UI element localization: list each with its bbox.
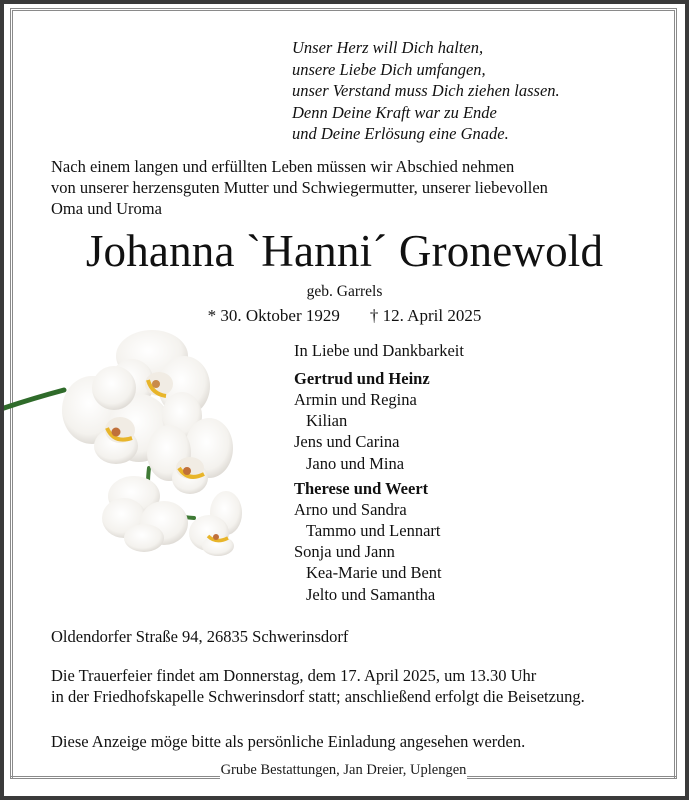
family-member: Tammo und Lennart	[306, 521, 441, 541]
orchid-stem	[4, 390, 64, 408]
orchid-flower	[102, 476, 188, 552]
family-member: Jens und Carina	[294, 432, 400, 452]
birth-name: geb. Garrels	[306, 283, 383, 300]
family-head: Therese und Weert	[294, 478, 429, 498]
family-head: Gertrud und Heinz	[294, 369, 430, 388]
intro-line: Oma und Uroma	[51, 199, 162, 218]
family-member: Armin und Regina	[294, 390, 417, 409]
family-member: Jelto und Samantha	[306, 584, 436, 604]
invitation-note: Diese Anzeige möge bitte als persönliche Einladung angesehen werden.	[51, 732, 526, 751]
life-dates	[0, 305, 689, 327]
poem	[292, 37, 560, 145]
poem-line: Denn Deine Kraft war zu Ende	[292, 102, 497, 122]
address: Oldendorfer Straße 94, 26835 Schwerinsdorf	[51, 627, 349, 646]
family-member: Jano und Mina	[306, 453, 405, 473]
family-member: Arno und Sandra	[294, 499, 407, 519]
orchid-image	[4, 328, 244, 558]
birth-date: * 30. Oktober 1929	[207, 306, 340, 325]
funeral-service-info	[51, 665, 585, 707]
death-date: † 12. April 2025	[369, 306, 482, 325]
border-line-left	[10, 776, 220, 779]
intro-text	[51, 156, 548, 219]
deceased-name: Johanna `Hanni´ Gronewold	[85, 226, 604, 276]
family-member: Kea-Marie und Bent	[306, 563, 442, 583]
border-line-right	[467, 776, 677, 779]
family-group	[294, 368, 464, 474]
service-line: in der Friedhofskapelle Schwerinsdorf statt; anschließend erfolgt die Beisetzung.	[51, 687, 585, 706]
orchid-flower	[189, 491, 242, 556]
family-member: Kilian	[306, 411, 348, 431]
intro-line: Nach einem langen und erfüllten Leben müssen wir Abschied nehmen	[51, 157, 515, 176]
poem-line: und Deine Erlösung eine Gnade.	[292, 124, 509, 143]
intro-line: von unserer herzensguten Mutter und Schwiegermutter, unserer liebevollen	[51, 178, 548, 197]
service-line: Die Trauerfeier findet am Donnerstag, dem 17. April 2025, um 13.30 Uhr	[51, 666, 537, 685]
poem-line: unsere Liebe Dich umfangen,	[292, 59, 486, 79]
poem-line: Unser Herz will Dich halten,	[292, 38, 484, 57]
family-member: Sonja und Jann	[294, 542, 395, 562]
mourners-list	[294, 340, 464, 609]
thanks-line: In Liebe und Dankbarkeit	[294, 341, 464, 360]
family-group	[294, 478, 464, 605]
poem-line: unser Verstand muss Dich ziehen lassen.	[292, 81, 560, 100]
funeral-home-credit: Grube Bestattungen, Jan Dreier, Uplengen	[220, 761, 467, 778]
